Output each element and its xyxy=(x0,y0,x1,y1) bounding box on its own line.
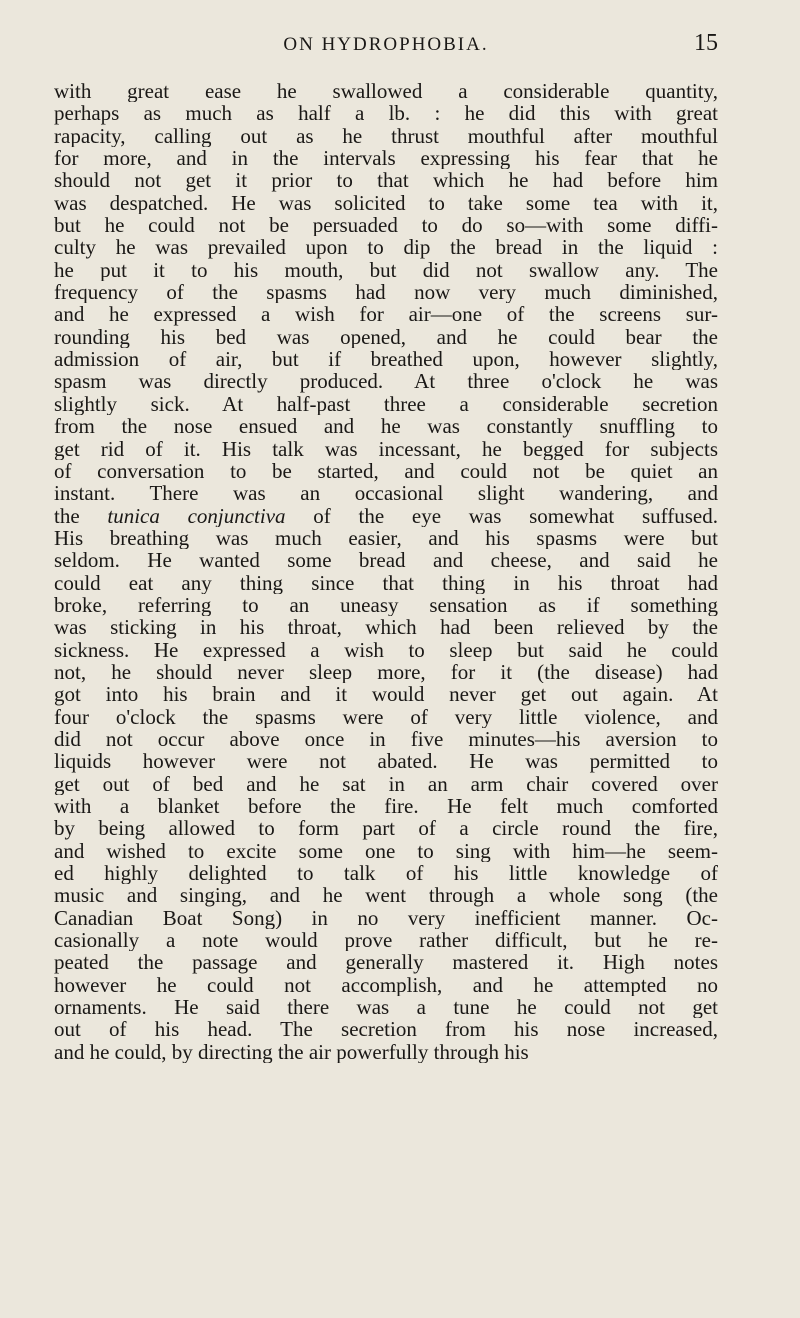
text-line: ed highly delighted to talk of his little knowledge of xyxy=(54,862,718,885)
text-line: His breathing was much easier, and his spasms were but xyxy=(54,526,718,550)
running-title: ON HYDROPHOBIA. xyxy=(283,34,489,55)
text-line: however he could not accomplish, and he attempted no xyxy=(54,973,718,997)
body-text xyxy=(54,80,718,1063)
text-line: he put it to his mouth, but did not swallow any. The xyxy=(54,258,718,282)
text-line: out of his head. The secretion from his nose increased, xyxy=(54,1018,718,1041)
text-line: admission of air, but if breathed upon, however slightly, xyxy=(54,348,718,371)
text-line: liquids however were not abated. He was permitted to xyxy=(54,750,718,773)
text-line: and he expressed a wish for air—one of the screens sur- xyxy=(54,303,718,326)
text-line: could eat any thing since that thing in his throat had xyxy=(54,571,718,594)
text-line: frequency of the spasms had now very much diminished, xyxy=(54,281,718,304)
text-line: Canadian Boat Song) in no very inefficient manner. Oc- xyxy=(54,906,718,930)
text-line: broke, referring to an uneasy sensation as if something xyxy=(54,593,718,617)
page-number: 15 xyxy=(694,30,718,56)
text-line: with great ease he swallowed a considerable quantity, xyxy=(54,80,718,103)
text-line: was despatched. He was solicited to take some tea with it, xyxy=(54,191,718,215)
text-line: get out of bed and he sat in an arm chair covered over xyxy=(54,772,718,795)
text-line: by being allowed to form part of a circle round the fire, xyxy=(54,817,718,840)
text-line: rounding his bed was opened, and he could bear the xyxy=(54,325,718,349)
text-line: casionally a note would prove rather difficult, but he re- xyxy=(54,929,718,952)
text-line: with a blanket before the fire. He felt much comforted xyxy=(54,795,718,818)
running-head xyxy=(54,30,718,60)
text-line: did not occur above once in five minutes—his aversion to xyxy=(54,727,718,751)
text-line: sickness. He expressed a wish to sleep but said he could xyxy=(54,638,718,661)
text-line: but he could not be persuaded to do so—with some diffi- xyxy=(54,214,718,237)
text-line: for more, and in the intervals expressing his fear that he xyxy=(54,147,718,170)
text-line: the tunica conjunctiva of the eye was somewhat suffused. xyxy=(54,504,718,527)
text-line: should not get it prior to that which he had before him xyxy=(54,169,718,192)
text-line: seldom. He wanted some bread and cheese, and said he xyxy=(54,549,718,572)
text-line: culty he was prevailed upon to dip the bread in the liquid : xyxy=(54,236,718,259)
text-line: music and singing, and he went through a whole song (the xyxy=(54,884,718,907)
text-line: instant. There was an occasional slight wandering, and xyxy=(54,482,718,505)
text-line: spasm was directly produced. At three o'clock he was xyxy=(54,370,718,393)
text-line: and he could, by directing the air powerfully through his xyxy=(54,1040,529,1064)
text-line: was sticking in his throat, which had been relieved by the xyxy=(54,616,718,639)
text-line: slightly sick. At half-past three a considerable secretion xyxy=(54,392,718,416)
text-line: four o'clock the spasms were of very little violence, and xyxy=(54,705,718,728)
text-line: from the nose ensued and he was constantly snuffling to xyxy=(54,415,718,438)
text-line: get rid of it. His talk was incessant, he begged for subjects xyxy=(54,437,718,460)
italic-phrase: tunica conjunctiva xyxy=(107,504,286,527)
text-line: ornaments. He said there was a tune he could not get xyxy=(54,996,718,1019)
text-line: got into his brain and it would never get out again. At xyxy=(54,683,718,706)
text-line: and wished to excite some one to sing with him—he seem- xyxy=(54,839,718,863)
text-line: rapacity, calling out as he thrust mouthful after mouthful xyxy=(54,124,718,148)
text-line: perhaps as much as half a lb. : he did this with great xyxy=(54,102,718,125)
text-line: peated the passage and generally mastered it. High notes xyxy=(54,951,718,974)
text-line: not, he should never sleep more, for it (the disease) had xyxy=(54,660,718,684)
text-line: of conversation to be started, and could not be quiet an xyxy=(54,459,718,483)
